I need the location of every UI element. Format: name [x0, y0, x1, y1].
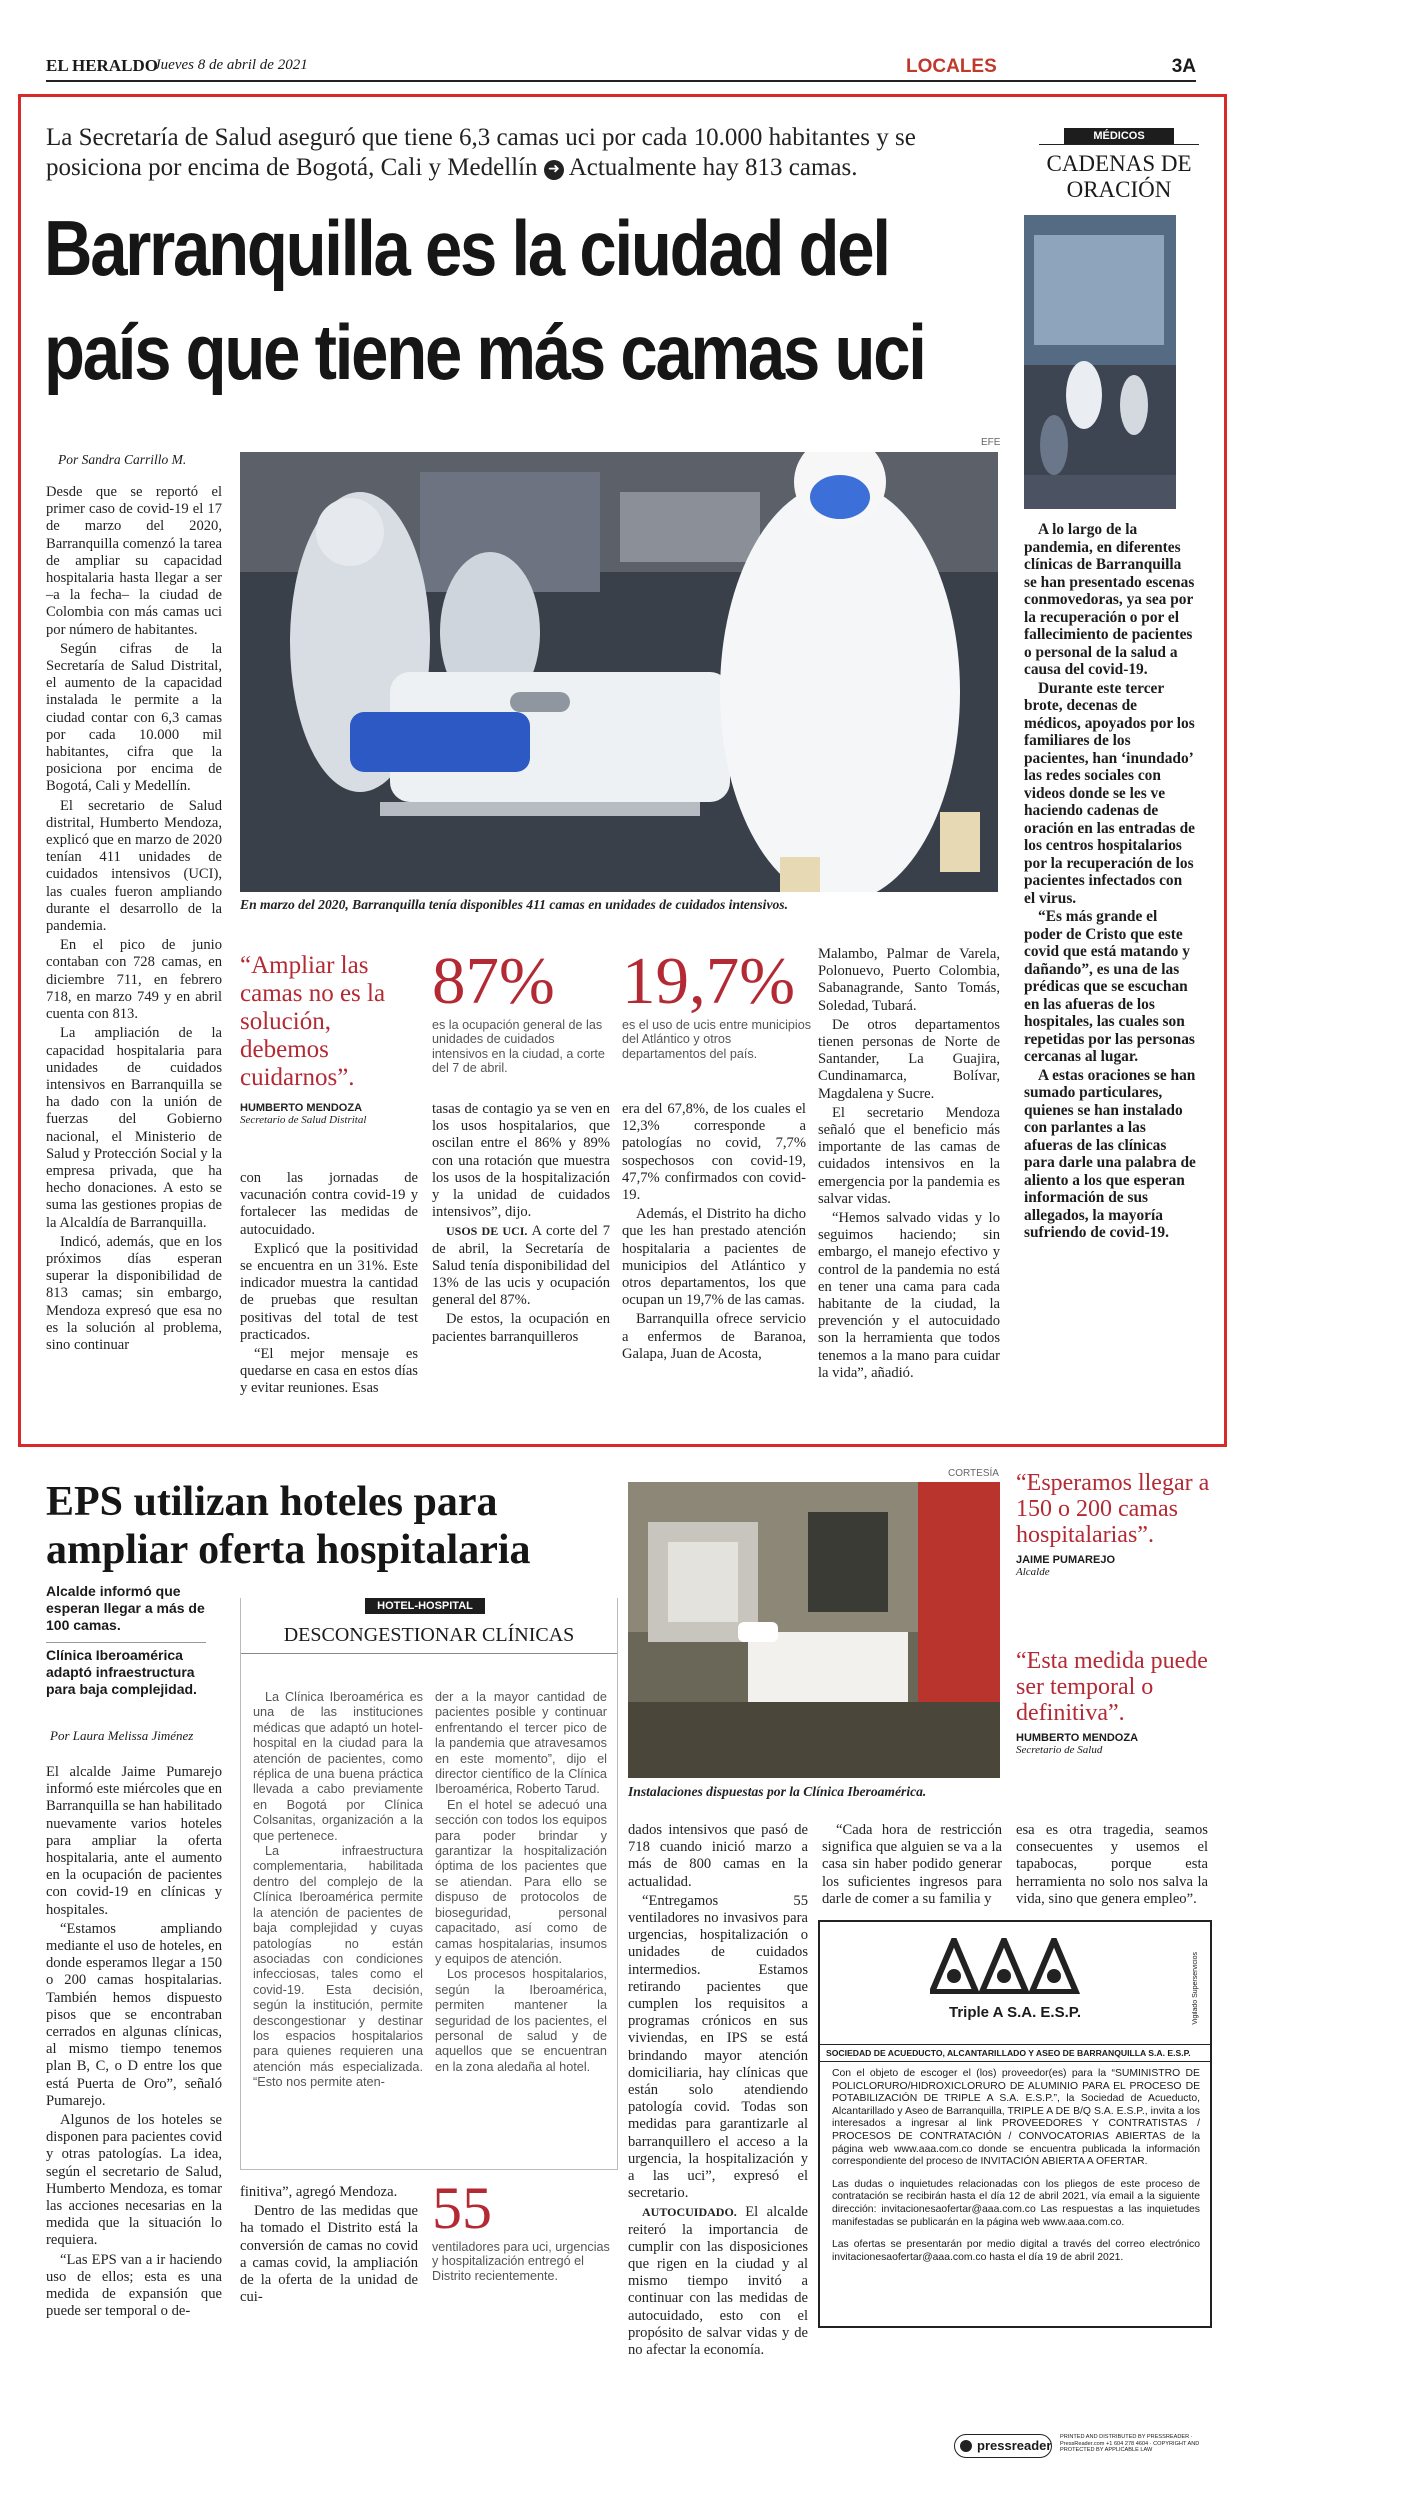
photo-caption: En marzo del 2020, Barranquilla tenía disponibles 411 camas en unidades de cuidados intensivos. [240, 897, 788, 912]
quote-name: JAIME PUMAREJO [1016, 1554, 1116, 1566]
stat-text: es la ocupación general de las unidades de cuidados intensivos en la ciudad, a corte del 7 de abril. [432, 1018, 605, 1076]
paragraph: “Cada hora de restricción significa que alguien se va a la casa sin haber podido generar los suficientes ingresos para darle de comer a su familia y [822, 1822, 1002, 1907]
stat-55 [432, 2176, 612, 2283]
paragraph: “El mejor mensaje es quedarse en casa en estos días y evitar reuniones. Esas [240, 1346, 418, 1397]
triple-a-ad [818, 1920, 1212, 2328]
masthead [46, 56, 1196, 82]
paragraph: esa es otra tragedia, seamos consecuentes y usemos el tapabocas, porque esta herramienta no solo nos salva la vida, sino que genera empleo”. [1016, 1822, 1208, 1907]
paragraph: El alcalde Jaime Pumarejo informó este miércoles que en Barranquilla se han habilitado nuevamente varios hoteles para ampliar la oferta hospitalaria, ante el aumento en la ocupación de pacientes con covid-19 en clínicas y hospitales. [46, 1764, 222, 1918]
ad-paragraph: Las ofertas se presentarán por medio digital a través del correo electrónico invitacionesaofertar@aaa.com.co hasta el día 19 de abril 2021. [832, 2239, 1200, 2263]
arrow-icon: ➜ [544, 160, 564, 180]
paragraph: “Entregamos 55 ventiladores no invasivos para urgencias, hospitalización o unidades de cuidados intermedios. Estamos retirando pacientes que cumplen los requisitos a programas crónicos en sus viviendas, en IPS se está brindando mayor atención domiciliaria, hay clínicas que están solo atendiendo patología covid. Todas son medidas para garantizarle al barranquillero el acceso a la urgencia, la hospitalización y a las uci”, expresó el secretario. [628, 1892, 808, 2202]
ad-text [832, 2068, 1200, 2264]
hotel-photo [628, 1482, 1000, 1778]
paragraph [628, 2204, 808, 2359]
sidebar-text [1024, 521, 1196, 1242]
stat-value: 55 [432, 2175, 492, 2241]
quote-role: Alcalde [1016, 1566, 1050, 1578]
main-column-4 [622, 1101, 806, 1365]
paragraph: era del 67,8%, de los cuales el 12,3% corresponde a patologías no covid, 7,7% sospechosos con covid-19, 47,7% confirmados con covid-19. [622, 1101, 806, 1204]
paper-name: EL HERALDO [46, 56, 158, 75]
prayer-photo [1024, 215, 1176, 509]
stat-text: ventiladores para uci, urgencias y hospitalización entregó el Distrito recientemente. [432, 2240, 610, 2283]
paragraph: der a la mayor cantidad de pacientes posible y continuar enfrentando el tercer pico de la pandemia que atravesamos en este momento”, dijo el director científico de la Clínica Iberoamérica, Roberto Tarud. [435, 1690, 607, 1797]
deck-1: Alcalde informó que esperan llegar a más de 100 camas. [46, 1583, 206, 1643]
byline: Por Sandra Carrillo M. [58, 452, 187, 467]
paragraph: De otros departamentos tienen personas de Norte de Santander, La Guajira, Cundinamarca, Bolívar, Magdalena y Sucre. [818, 1016, 1000, 1102]
ad-paragraph: Las dudas o inquietudes relacionadas con los pliegos de este proceso de contratación se recibirán hasta el día 12 de abril 2021, vía email a la siguiente dirección: invitacionesaofertar@aaa.com.co Las respuestas a las inquietudes manifestadas se publicarán en la página web www.aaa.com.co. [832, 2178, 1200, 2228]
stat-value: 87% [432, 944, 555, 1018]
second-column-1 [46, 1764, 222, 2323]
quote-name: HUMBERTO MENDOZA [1016, 1732, 1139, 1744]
headline-line-2: país que tiene más camas uci [44, 308, 925, 396]
paragraph: Malambo, Palmar de Varela, Polonuevo, Puerto Colombia, Sabanagrande, Santo Tomás, Soledad, Tubará. [818, 946, 1000, 1014]
headline-line-1: Barranquilla es la ciudad del [44, 204, 889, 292]
paragraph: A lo largo de la pandemia, en diferentes clínicas de Barranquilla se han presentado escenas conmovedoras, ya sea por la recuperación o por el fallecimiento de pacientes o personal de la salud a causa del covid-19. [1024, 521, 1195, 678]
page-number: 3A [1171, 56, 1196, 77]
stat-19-7 [622, 946, 812, 1061]
quote-role: Secretario de Salud [1016, 1744, 1103, 1756]
aaa-logo-icon [930, 1938, 1080, 1994]
subhead: USOS DE UCI. [446, 1224, 528, 1239]
paragraph: Algunos de los hoteles se disponen para pacientes covid y otras patologías. La idea, según el secretario de Salud, Humberto Mendoza, es tomar las acciones necesarias en la medida que la situación lo requiera. [46, 2112, 222, 2249]
ad-company: Triple A S.A. E.S.P. [949, 2004, 1081, 2021]
paragraph: De estos, la ocupación en pacientes barranquilleros [432, 1311, 610, 1345]
paragraph: El secretario Mendoza señaló que el beneficio más importante de las camas de cuidados intensivos en la emergencia por la pandemia es salvar vidas. [818, 1104, 1000, 1207]
hotel-box [240, 1598, 618, 2170]
paragraph: El secretario de Salud distrital, Humberto Mendoza, explicó que en marzo de 2020 tenían 411 unidades de cuidados intensivos (UCI), las cuales fueron ampliando durante el desarrollo de la pandemia. [46, 797, 222, 935]
second-byline: Por Laura Melissa Jiménez [50, 1728, 194, 1743]
paragraph [432, 1223, 610, 1309]
deck-2: Clínica Iberoamérica adaptó infraestructura para baja complejidad. [46, 1647, 197, 1697]
pressreader-logo [954, 2434, 1052, 2458]
paragraph: “Las EPS van a ir haciendo uso de ellos; esta es una medida de expansión que puede ser temporal o de- [46, 2251, 222, 2320]
ad-logo-area [820, 1922, 1210, 2040]
second-column-4 [822, 1822, 1002, 1910]
stat-value: 19,7% [622, 944, 796, 1018]
paragraph: Según cifras de la Secretaría de Salud Distrital, el aumento de la capacidad instalada le permite a la ciudad contar con 6,3 camas por cada 10.000 mil habitantes, cifra que la posiciona por encima de Bogotá, Cali y Medellín. [46, 640, 222, 795]
issue-date: Jueves 8 de abril de 2021 [154, 57, 308, 73]
paragraph: Indicó, además, que en los próximos días esperan superar la disponibilidad de 813 camas; sin embargo, Mendoza expresó que esa no es la solución al problema, sino continuar [46, 1233, 222, 1353]
subhead-text: El alcalde reiteró la importancia de cumplir con las disposiciones que rigen en la ciudad y al mismo tiempo invitó a continuar con las medidas de autocuidado, esto con el propósito de salvar vidas y de no afectar la economía. [628, 2204, 808, 2359]
paragraph: “Es más grande el poder de Cristo que este covid que está matando y dañando”, es una de las prédicas que se escuchan en las afueras de los hospitales, las cuales son repetidas por las personas cercanas al lugar. [1024, 908, 1195, 1065]
paragraph: La infraestructura complementaria, habilitada dentro del complejo de la Clínica Iberoamérica permite la atención de pacientes de baja complejidad y cuyas patologías no están asociadas con condiciones infecciosas, tales como el covid-19. Esta decisión, según la institución, permite descongestionar y destinar los espacios hospitalarios para quienes requieren una atención más especializada. “Esto nos permite aten- [253, 1844, 423, 2090]
pull-quote [240, 952, 418, 1126]
kicker-tail: Actualmente hay 813 camas. [568, 154, 858, 181]
subhead: AUTOCUIDADO. [642, 2205, 737, 2220]
paragraph: La ampliación de la capacidad hospitalaria para unidades de cuidados intensivos en Barranquilla se ha dado con la unión de fuerzas del Gobierno nacional, el Ministerio de Salud y Protección Social y la empresa privada, que ha hecho donaciones. A esto se suma las gestiones propias de la Alcaldía de Barranquilla. [46, 1025, 222, 1231]
kicker-text: La Secretaría de Salud aseguró que tiene 6,3 camas uci por cada 10.000 habitantes y se posiciona por encima de Bogotá, Cali y Medellín [46, 124, 916, 181]
paragraph: En el pico de junio contaban con 728 camas, en diciembre 711, en febrero 718, en marzo 749 y en abril cuenta con 813. [46, 937, 222, 1023]
box-column-b [435, 1690, 607, 2075]
paragraph: Barranquilla ofrece servicio a enfermos de Baranoa, Galapa, Juan de Acosta, [622, 1311, 806, 1362]
main-column-2 [240, 1170, 418, 1400]
hotel-caption: Instalaciones dispuestas por la Clínica Iberoamérica. [628, 1784, 927, 1799]
pressreader-icon [960, 2440, 972, 2452]
photo-credit: CORTESÍA [948, 1468, 999, 1479]
second-column-2 [240, 2184, 418, 2308]
quote-pumarejo [1016, 1470, 1212, 1578]
paragraph: Durante este tercer brote, decenas de médicos, apoyados por los familiares de los pacientes, han ‘inundado’ las redes sociales con videos donde se les ve haciendo cadenas de oración en las entradas de los centros hospitalarios por la recuperación de los pacientes infectados con el virus. [1024, 679, 1196, 907]
ad-paragraph: Con el objeto de escoger el (los) proveedor(es) para la “SUMINISTRO DE POLICLORURO/HIDROXICLORURO DE ALUMINIO PARA EL PROCESO DE POTABILIZACIÓN DE TRIPLE A S.A. E.S.P.”, la Sociedad de Acueducto, Alcantarillado y Aseo de Barranquilla, TRIPLE A DE B/Q S.A. E.S.P., invita a los interesados a ingresar al link PROVEEDORES Y CONTRATISTAS / PROCESOS DE CONTRATACIÓN / CONVOCATORIAS ABIERTAS de la página web www.aaa.com.co donde se encuentra publicada la información correspondiente del proceso de INVITACIÓN ABIERTA A OFERTAR. [832, 2068, 1200, 2168]
paragraph: Explicó que la positividad se encuentra en un 31%. Este indicador muestra la cantidad de pruebas que resultan positivas del total de test practicados. [240, 1240, 418, 1343]
brand-text: pressreader [977, 2438, 1052, 2453]
paragraph: A estas oraciones se han sumado particulares, quienes se han instalado con parlantes a las afueras de las clínicas para darle una palabra de aliento a los que esperan información de sus allegados, la mayoría sufriendo de covid-19. [1024, 1066, 1196, 1241]
paragraph: “Estamos ampliando mediante el uso de hoteles, en donde esperamos llegar a 150 o 200 camas hospitalarias. También hemos dispuesto pisos que se encontraban cerrados en algunas clínicas, al mismo tiempo tenemos plan B, C, o D entre los que está Puerta de Oro”, señaló Pumarejo. [46, 1920, 222, 2109]
main-column-5 [818, 946, 1000, 1384]
kicker [46, 123, 1006, 183]
paragraph: “Hemos salvado vidas y lo seguimos haciendo; sin embargo, el manejo efectivo y control de la pandemia no está en tener una cama para cada habitante de la ciudad, la prevención y el autocuidado son la herramienta que todos tenemos a la mano para cuidar la vida”, añadió. [818, 1210, 1000, 1381]
main-column-1 [46, 484, 222, 1356]
stat-87 [432, 946, 612, 1076]
second-headline: EPS utilizan hoteles para ampliar oferta hospitalaria [46, 1479, 531, 1573]
paragraph: Desde que se reportó el primer caso de covid-19 el 17 de marzo del 2020, Barranquilla comenzó la tarea de ampliar su capacidad hospitalaria hasta llegar a ser –a la fecha– la ciudad de Colombia con más camas uci por número de habitantes. [46, 484, 222, 638]
paragraph: Los procesos hospitalarios, según la Iberoamérica, permiten mantener la seguridad de los pacientes, el personal de salud y de aquellos que se encuentran en la zona aledaña al hotel. [435, 1967, 607, 2074]
ad-band: SOCIEDAD DE ACUEDUCTO, ALCANTARILLADO Y ASEO DE BARRANQUILLA S.A. E.S.P. [820, 2044, 1210, 2062]
paragraph: En el hotel se adecuó una sección con todos los equipos para poder brindar y garantizar la hospitalización óptima de los pacientes que se atiendan. Para ello se dispuso de protocolos de bioseguridad, personal capacitado, así como de camas hospitalarias, insumos y equipos de atención. [435, 1797, 607, 1966]
pull-quote-text: “Ampliar las camas no es la solución, debemos cuidarnos”. [240, 952, 386, 1091]
paragraph: Además, el Distrito ha dicho que les han prestado atención hospitalaria a pacientes de municipios del Atlántico y otros departamentos, los que ocupan un 19,7% de las camas. [622, 1206, 806, 1309]
ad-side-text: Vigilado Superservicios [1192, 1952, 1199, 2025]
box-column-a [253, 1690, 423, 2091]
subhead-text: A corte del 7 de abril, la Secretaría de Salud tenía disponibilidad del 13% de las ucis y ocupación general del 87%. [432, 1223, 610, 1309]
paragraph: La Clínica Iberoamérica es una de las instituciones médicas que adaptó un hotel-hospital en la ciudad para la atención de pacientes, como réplica de una buena práctica llevada a cabo previamente en Bogotá por Clínica Colsanitas, organización a la que pertenece. [253, 1690, 423, 1843]
main-headline [44, 196, 925, 404]
second-column-5 [1016, 1822, 1208, 1910]
sidebar-tag: MÉDICOS [1064, 128, 1174, 144]
quote-name: HUMBERTO MENDOZA [240, 1102, 363, 1114]
section-name: LOCALES [906, 56, 997, 77]
main-column-3 [432, 1101, 610, 1348]
quote-text: “Esperamos llegar a 150 o 200 camas hospitalarias”. [1016, 1470, 1210, 1548]
pressreader-footer [954, 2434, 1224, 2460]
paragraph: Dentro de las medidas que ha tomado el Distrito está la conversión de camas no covid a camas covid, la ampliación de la oferta de la unidad de cui- [240, 2203, 418, 2306]
box-tag: HOTEL-HOSPITAL [365, 1598, 485, 1614]
paragraph: dados intensivos que pasó de 718 cuando inició marzo a más de 800 camas en la actualidad. [628, 1822, 808, 1890]
photo-credit: EFE [981, 437, 1001, 448]
box-title: DESCONGESTIONAR CLÍNICAS [241, 1624, 617, 1654]
paragraph: tasas de contagio ya se ven en los usos hospitalarios, que oscilan entre el 86% y 89% con una rotación que muestra los usos de la hospitalización y la unidad de cuidados intensivos”, dijo. [432, 1101, 610, 1221]
quote-text: “Esta medida puede ser temporal o definitiva”. [1016, 1648, 1208, 1726]
paragraph: con las jornadas de vacunación contra covid-19 y fortalecer las medidas de autocuidado. [240, 1170, 418, 1238]
second-column-3 [628, 1822, 808, 2361]
icu-photo [240, 452, 998, 892]
quote-role: Secretario de Salud Distrital [240, 1114, 367, 1126]
sidebar [1024, 128, 1214, 1243]
footer-fine-print: PRINTED AND DISTRIBUTED BY PRESSREADER · PressReader.com +1 604 278 4604 · COPYRIGHT AND PROTECTED BY APPLICABLE LAW [1060, 2434, 1200, 2453]
stat-text: es el uso de ucis entre municipios del Atlántico y otros departamentos del país. [622, 1018, 812, 1061]
quote-mendoza [1016, 1648, 1212, 1756]
paragraph: finitiva”, agregó Mendoza. [240, 2184, 398, 2200]
sidebar-title: CADENAS DE ORACIÓN [1039, 144, 1199, 203]
